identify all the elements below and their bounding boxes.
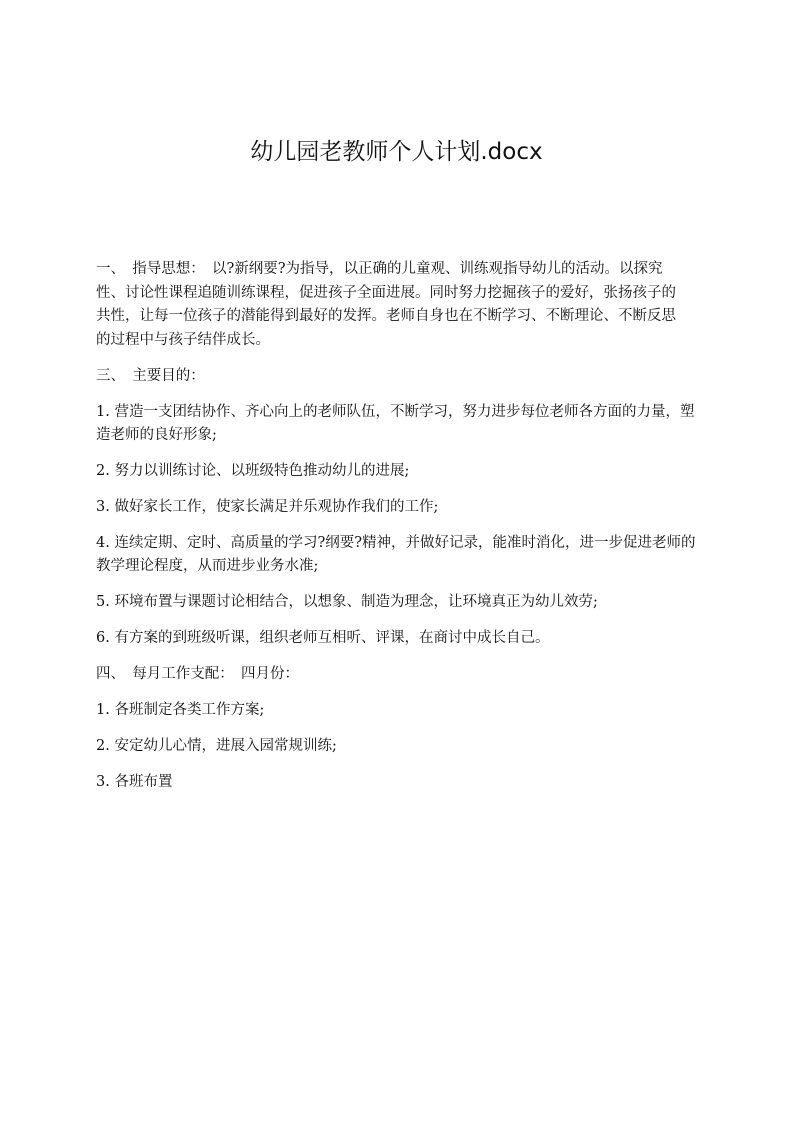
spacer: [96, 614, 708, 627]
spacer: [96, 722, 708, 735]
april-item-1: 1. 各班制定各类工作方案;: [96, 702, 265, 718]
document-title: 幼儿园老教师个人计划.docx: [250, 139, 543, 165]
goal-item-4: 4. 连续定期、定时、高质量的学习?纲要?精神，并做好记录，能准时消化，进一步促进老师的教学理论程度，从而进步业务水准;: [96, 535, 696, 574]
spacer: [96, 352, 708, 365]
spacer: [96, 650, 708, 663]
goal-item-6: 6. 有方案的到班级听课，组织老师互相听、评课，在商讨中成长自己。: [96, 630, 550, 646]
main-goals-heading: 三、 主要目的：: [96, 368, 205, 384]
april-item-3: 3. 各班布置: [96, 774, 173, 790]
monthly-arrangement-heading: 四、 每月工作支配： 四月份：: [96, 666, 299, 682]
goal-item-3: 3. 做好家长工作，使家长满足并乐观协作我们的工作;: [96, 499, 439, 515]
spacer: [96, 578, 708, 591]
goal-item-5: 5. 环境布置与课题讨论相结合，以想象、制造为理念，让环境真正为幼儿效劳;: [96, 594, 598, 610]
april-item-2: 2. 安定幼儿心情，进展入园常规训练;: [96, 738, 337, 754]
spacer: [96, 447, 708, 460]
goal-item-2: 2. 努力以训练讨论、以班级特色推动幼儿的进展;: [96, 463, 410, 479]
goal-item-1: 1. 营造一支团结协作、齐心向上的老师队伍，不断学习，努力进步每位老师各方面的力量，塑造老师的良好形象;: [96, 404, 695, 443]
spacer: [96, 686, 708, 699]
guiding-ideology-paragraph: 一、 指导思想： 以?新纲要?为指导，以正确的儿童观、训练观指导幼儿的活动。以探究性、讨论性课程追随训练课程，促进孩子全面进展。同时努力挖掘孩子的爱好，张扬孩子的共性，让每一位孩子的潜能得到最好的发挥。老师自身也在不断学习、不断理论、不断反思的过程中与孩子结伴成长。: [96, 261, 676, 348]
spacer: [96, 483, 708, 496]
document-body: [96, 258, 708, 794]
spacer: [96, 519, 708, 532]
spacer: [96, 758, 708, 771]
spacer: [96, 388, 708, 401]
